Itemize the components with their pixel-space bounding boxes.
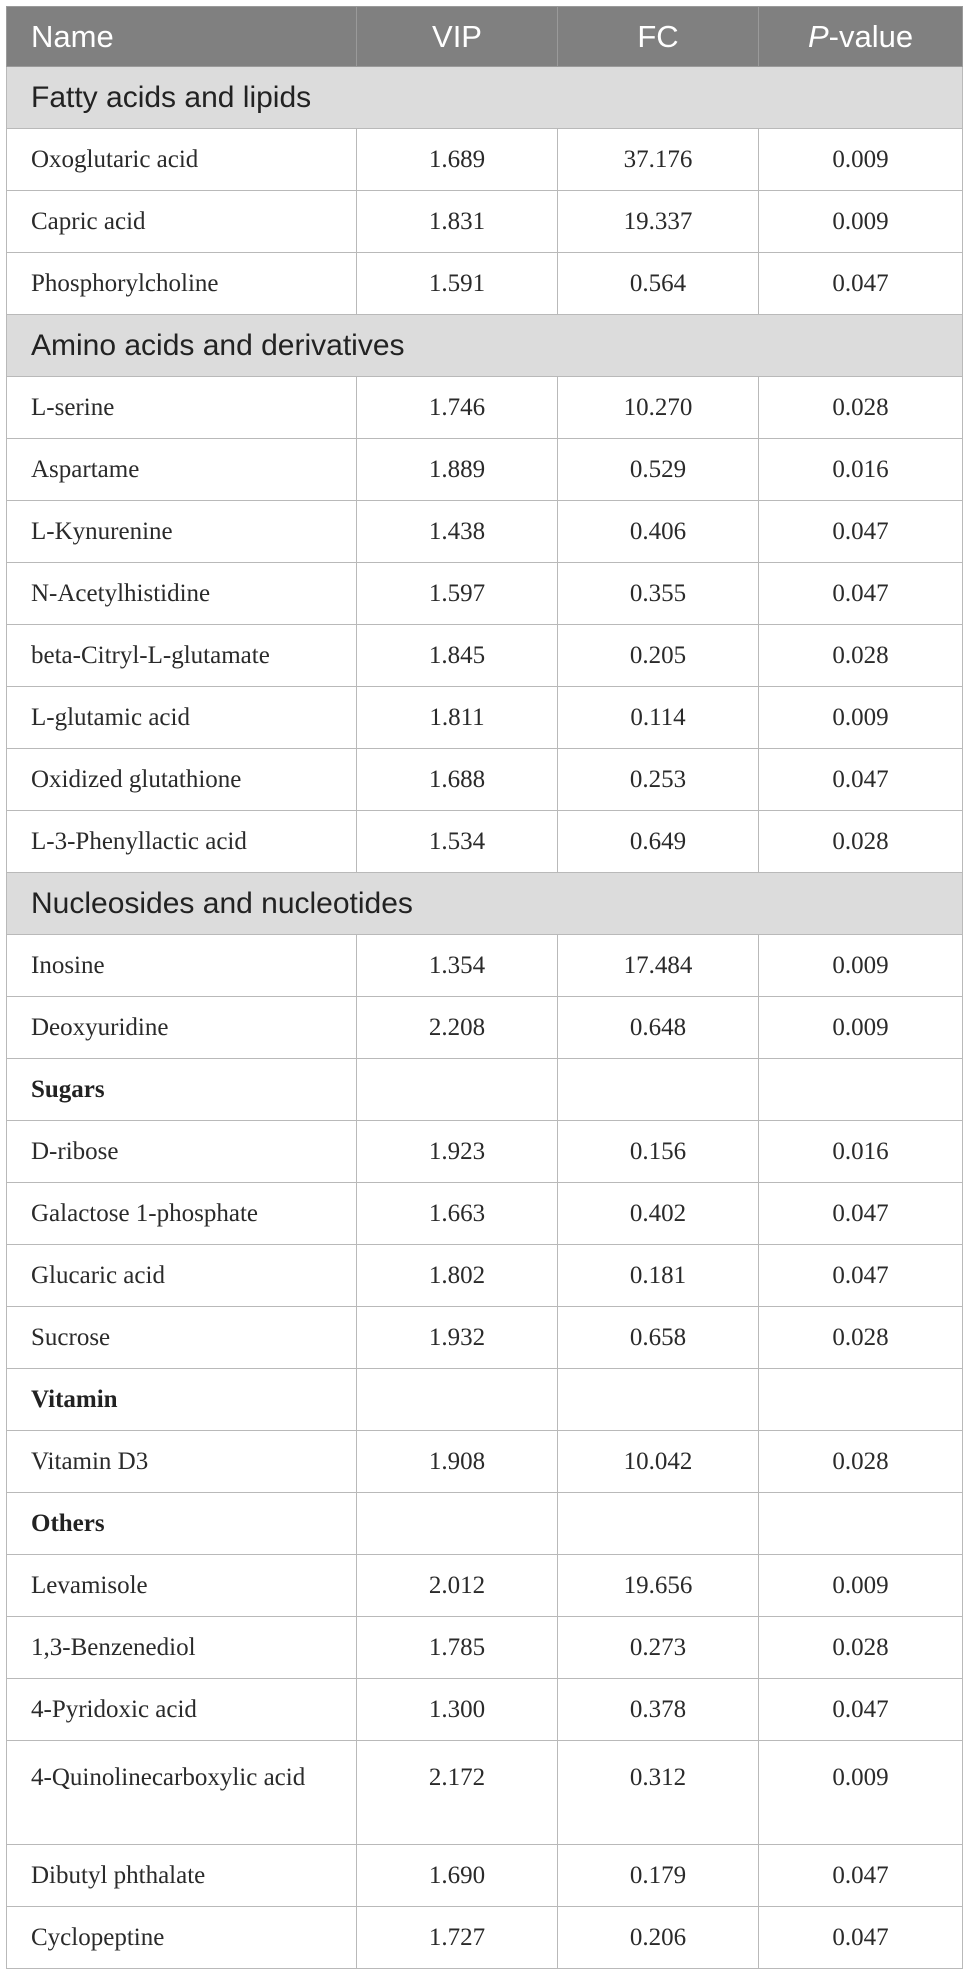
name-cell: Capric acid <box>7 191 357 253</box>
group-row <box>7 873 963 935</box>
p-value-cell: 0.047 <box>759 253 963 315</box>
name-cell: L-serine <box>7 377 357 439</box>
table-row <box>7 687 963 749</box>
fc-cell: 0.648 <box>558 997 759 1059</box>
table-row <box>7 1907 963 1969</box>
p-value-cell: 0.028 <box>759 1307 963 1369</box>
p-value-cell: 0.016 <box>759 439 963 501</box>
group-row <box>7 1493 963 1555</box>
table-header <box>7 7 963 67</box>
group-row <box>7 1369 963 1431</box>
p-value-cell: 0.028 <box>759 1617 963 1679</box>
group-title: Nucleosides and nucleotides <box>7 873 963 935</box>
name-cell: Phosphorylcholine <box>7 253 357 315</box>
table-row <box>7 501 963 563</box>
table-row <box>7 1845 963 1907</box>
p-value-cell: 0.009 <box>759 1555 963 1617</box>
vip-cell: 1.811 <box>357 687 558 749</box>
metabolite-table <box>6 6 963 1969</box>
metabolite-table-container <box>6 6 962 1969</box>
vip-cell: 1.354 <box>357 935 558 997</box>
fc-cell: 0.312 <box>558 1741 759 1845</box>
fc-cell: 0.355 <box>558 563 759 625</box>
p-value-cell: 0.047 <box>759 1845 963 1907</box>
vip-cell: 2.208 <box>357 997 558 1059</box>
vip-cell: 1.908 <box>357 1431 558 1493</box>
p-value-cell: 0.009 <box>759 687 963 749</box>
fc-cell: 0.658 <box>558 1307 759 1369</box>
p-value-cell: 0.047 <box>759 501 963 563</box>
vip-cell: 1.690 <box>357 1845 558 1907</box>
table-row <box>7 811 963 873</box>
name-cell: Aspartame <box>7 439 357 501</box>
name-cell: L-glutamic acid <box>7 687 357 749</box>
p-value-cell: 0.009 <box>759 191 963 253</box>
vip-cell: 1.591 <box>357 253 558 315</box>
fc-cell: 0.402 <box>558 1183 759 1245</box>
p-value-cell: 0.009 <box>759 129 963 191</box>
p-value-cell: 0.047 <box>759 1907 963 1969</box>
p-value-cell: 0.047 <box>759 1245 963 1307</box>
name-cell: 4-Quinolinecarboxylic acid <box>7 1741 357 1845</box>
vip-cell: 1.831 <box>357 191 558 253</box>
fc-cell: 0.649 <box>558 811 759 873</box>
name-cell: Oxidized glutathione <box>7 749 357 811</box>
p-value-cell: 0.047 <box>759 563 963 625</box>
group-title: Fatty acids and lipids <box>7 67 963 129</box>
fc-cell: 0.181 <box>558 1245 759 1307</box>
p-value-cell: 0.047 <box>759 1679 963 1741</box>
name-cell: Cyclopeptine <box>7 1907 357 1969</box>
table-row <box>7 1245 963 1307</box>
vip-cell: 1.746 <box>357 377 558 439</box>
table-row <box>7 749 963 811</box>
table-row <box>7 1307 963 1369</box>
empty-cell <box>357 1369 558 1431</box>
vip-cell: 1.923 <box>357 1121 558 1183</box>
p-value-cell: 0.028 <box>759 811 963 873</box>
table-row <box>7 1741 963 1845</box>
name-cell: L-3-Phenyllactic acid <box>7 811 357 873</box>
header-p-italic: P <box>807 18 829 54</box>
group-title: Sugars <box>7 1059 357 1121</box>
name-cell: Inosine <box>7 935 357 997</box>
fc-cell: 0.529 <box>558 439 759 501</box>
vip-cell: 1.932 <box>357 1307 558 1369</box>
fc-cell: 19.656 <box>558 1555 759 1617</box>
header-vip: VIP <box>357 7 558 67</box>
header-row <box>7 7 963 67</box>
fc-cell: 0.564 <box>558 253 759 315</box>
fc-cell: 0.206 <box>558 1907 759 1969</box>
name-cell: beta-Citryl-L-glutamate <box>7 625 357 687</box>
empty-cell <box>558 1369 759 1431</box>
fc-cell: 0.179 <box>558 1845 759 1907</box>
table-row <box>7 377 963 439</box>
fc-cell: 19.337 <box>558 191 759 253</box>
empty-cell <box>759 1493 963 1555</box>
group-title: Others <box>7 1493 357 1555</box>
table-row <box>7 1121 963 1183</box>
header-fc: FC <box>558 7 759 67</box>
fc-cell: 0.253 <box>558 749 759 811</box>
header-name: Name <box>7 7 357 67</box>
vip-cell: 1.727 <box>357 1907 558 1969</box>
empty-cell <box>759 1059 963 1121</box>
fc-cell: 0.205 <box>558 625 759 687</box>
vip-cell: 1.534 <box>357 811 558 873</box>
group-row <box>7 1059 963 1121</box>
table-row <box>7 1555 963 1617</box>
vip-cell: 1.889 <box>357 439 558 501</box>
name-cell: Dibutyl phthalate <box>7 1845 357 1907</box>
group-title: Vitamin <box>7 1369 357 1431</box>
fc-cell: 0.114 <box>558 687 759 749</box>
p-value-cell: 0.047 <box>759 749 963 811</box>
table-row <box>7 625 963 687</box>
table-row <box>7 563 963 625</box>
empty-cell <box>759 1369 963 1431</box>
table-row <box>7 1679 963 1741</box>
name-cell: Glucaric acid <box>7 1245 357 1307</box>
p-value-cell: 0.009 <box>759 997 963 1059</box>
table-row <box>7 1183 963 1245</box>
name-cell: Levamisole <box>7 1555 357 1617</box>
name-cell: Vitamin D3 <box>7 1431 357 1493</box>
p-value-cell: 0.028 <box>759 377 963 439</box>
name-cell: L-Kynurenine <box>7 501 357 563</box>
fc-cell: 10.270 <box>558 377 759 439</box>
table-row <box>7 997 963 1059</box>
table-row <box>7 253 963 315</box>
table-row <box>7 1431 963 1493</box>
p-value-cell: 0.009 <box>759 935 963 997</box>
empty-cell <box>558 1059 759 1121</box>
header-p-suffix: -value <box>828 18 914 54</box>
vip-cell: 1.689 <box>357 129 558 191</box>
fc-cell: 10.042 <box>558 1431 759 1493</box>
empty-cell <box>558 1493 759 1555</box>
vip-cell: 1.802 <box>357 1245 558 1307</box>
fc-cell: 17.484 <box>558 935 759 997</box>
vip-cell: 1.663 <box>357 1183 558 1245</box>
empty-cell <box>357 1059 558 1121</box>
group-title: Amino acids and derivatives <box>7 315 963 377</box>
vip-cell: 2.012 <box>357 1555 558 1617</box>
fc-cell: 0.406 <box>558 501 759 563</box>
header-p-value <box>759 7 963 67</box>
table-row <box>7 935 963 997</box>
empty-cell <box>357 1493 558 1555</box>
table-row <box>7 1617 963 1679</box>
vip-cell: 1.300 <box>357 1679 558 1741</box>
name-cell: Deoxyuridine <box>7 997 357 1059</box>
p-value-cell: 0.016 <box>759 1121 963 1183</box>
table-row <box>7 191 963 253</box>
fc-cell: 0.378 <box>558 1679 759 1741</box>
vip-cell: 1.785 <box>357 1617 558 1679</box>
name-cell: D-ribose <box>7 1121 357 1183</box>
table-row <box>7 439 963 501</box>
name-cell: Sucrose <box>7 1307 357 1369</box>
vip-cell: 2.172 <box>357 1741 558 1845</box>
fc-cell: 0.273 <box>558 1617 759 1679</box>
name-cell: 4-Pyridoxic acid <box>7 1679 357 1741</box>
vip-cell: 1.845 <box>357 625 558 687</box>
name-cell: Galactose 1-phosphate <box>7 1183 357 1245</box>
vip-cell: 1.597 <box>357 563 558 625</box>
group-row <box>7 67 963 129</box>
p-value-cell: 0.009 <box>759 1741 963 1845</box>
table-body <box>7 67 963 1969</box>
table-row <box>7 129 963 191</box>
p-value-cell: 0.028 <box>759 1431 963 1493</box>
group-row <box>7 315 963 377</box>
vip-cell: 1.438 <box>357 501 558 563</box>
fc-cell: 0.156 <box>558 1121 759 1183</box>
fc-cell: 37.176 <box>558 129 759 191</box>
name-cell: N-Acetylhistidine <box>7 563 357 625</box>
name-cell: 1,3-Benzenediol <box>7 1617 357 1679</box>
p-value-cell: 0.047 <box>759 1183 963 1245</box>
p-value-cell: 0.028 <box>759 625 963 687</box>
name-cell: Oxoglutaric acid <box>7 129 357 191</box>
vip-cell: 1.688 <box>357 749 558 811</box>
